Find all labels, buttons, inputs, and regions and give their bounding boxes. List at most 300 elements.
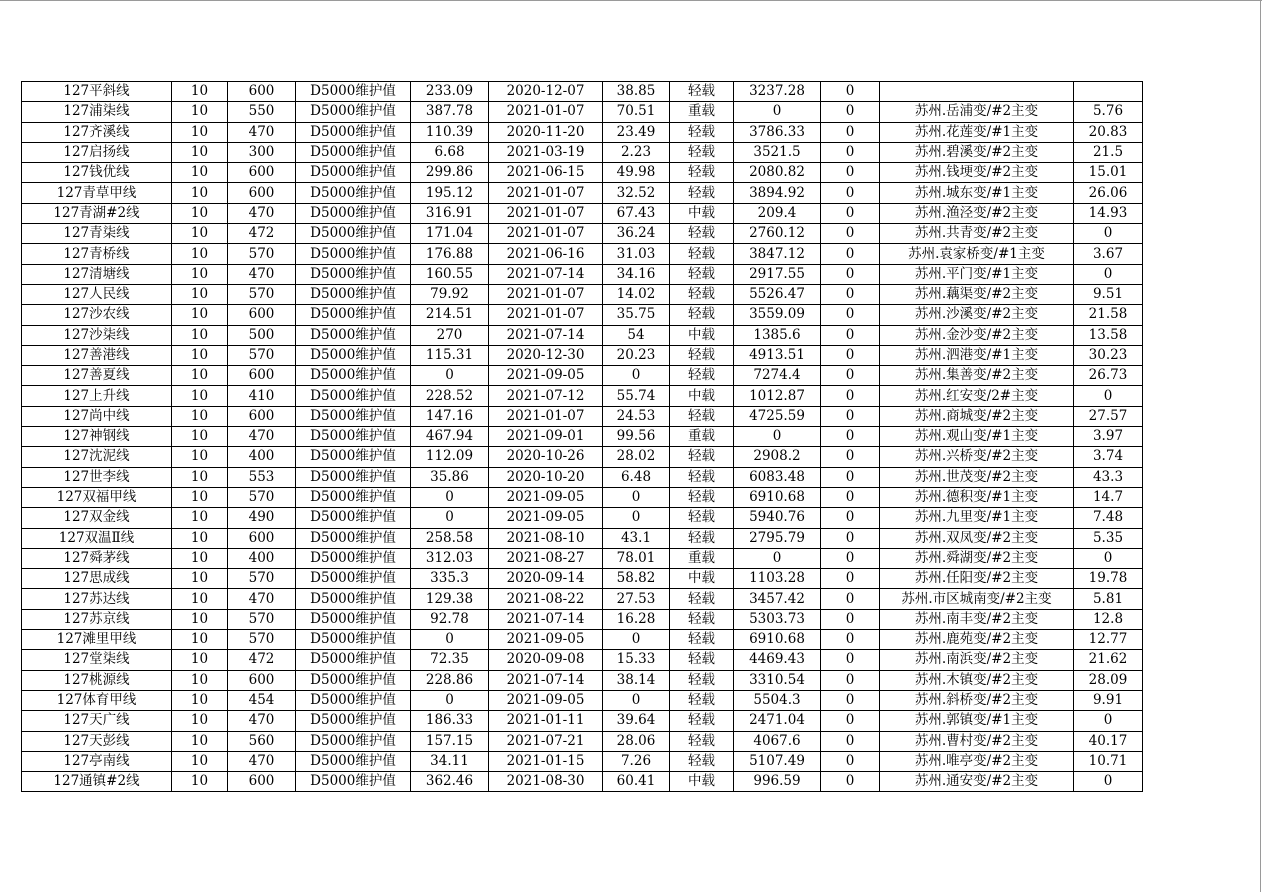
voltage-cell: 10 xyxy=(172,427,228,447)
voltage-cell: 10 xyxy=(172,406,228,426)
flag-cell: 0 xyxy=(821,467,880,487)
rated-current-cell: 600 xyxy=(228,366,296,386)
load-rate-cell: 6.48 xyxy=(603,467,670,487)
flag-cell: 0 xyxy=(821,731,880,751)
load-status-cell: 轻载 xyxy=(670,406,734,426)
load-rate-cell: 70.51 xyxy=(603,102,670,122)
source-cell: D5000维护值 xyxy=(296,487,411,507)
transformer-cell: 苏州.斜桥变/#2主变 xyxy=(880,690,1074,710)
table-row xyxy=(22,427,1143,447)
date-cell: 2021-07-21 xyxy=(489,731,603,751)
current-cell: 92.78 xyxy=(411,609,489,629)
transformer-cell: 苏州.城东变/#1主变 xyxy=(880,183,1074,203)
transformer-cell: 苏州.郭镇变/#1主变 xyxy=(880,711,1074,731)
source-cell: D5000维护值 xyxy=(296,163,411,183)
load-rate-cell: 38.14 xyxy=(603,670,670,690)
table-row xyxy=(22,772,1143,792)
margin-cell: 0 xyxy=(734,427,821,447)
source-cell: D5000维护值 xyxy=(296,345,411,365)
date-cell: 2021-07-14 xyxy=(489,670,603,690)
date-cell: 2020-10-26 xyxy=(489,447,603,467)
voltage-cell: 10 xyxy=(172,569,228,589)
rated-current-cell: 470 xyxy=(228,427,296,447)
line-name-cell: 127双金线 xyxy=(22,508,172,528)
date-cell: 2021-01-11 xyxy=(489,711,603,731)
current-cell: 316.91 xyxy=(411,203,489,223)
source-cell: D5000维护值 xyxy=(296,224,411,244)
transformer-cell: 苏州.兴桥变/#2主变 xyxy=(880,447,1074,467)
table-row xyxy=(22,244,1143,264)
load-rate-cell: 15.33 xyxy=(603,650,670,670)
current-cell: 176.88 xyxy=(411,244,489,264)
source-cell: D5000维护值 xyxy=(296,589,411,609)
transformer-load-cell: 9.51 xyxy=(1074,284,1143,304)
load-rate-cell: 16.28 xyxy=(603,609,670,629)
rated-current-cell: 570 xyxy=(228,630,296,650)
voltage-cell: 10 xyxy=(172,670,228,690)
current-cell: 112.09 xyxy=(411,447,489,467)
margin-cell: 4913.51 xyxy=(734,345,821,365)
line-name-cell: 127体育甲线 xyxy=(22,690,172,710)
transformer-cell: 苏州.世茂变/#2主变 xyxy=(880,467,1074,487)
source-cell: D5000维护值 xyxy=(296,366,411,386)
voltage-cell: 10 xyxy=(172,609,228,629)
load-rate-cell: 23.49 xyxy=(603,122,670,142)
flag-cell: 0 xyxy=(821,244,880,264)
voltage-cell: 10 xyxy=(172,589,228,609)
margin-cell: 3786.33 xyxy=(734,122,821,142)
date-cell: 2021-08-10 xyxy=(489,528,603,548)
current-cell: 147.16 xyxy=(411,406,489,426)
source-cell: D5000维护值 xyxy=(296,630,411,650)
load-status-cell: 轻载 xyxy=(670,244,734,264)
transformer-cell: 苏州.南浜变/#2主变 xyxy=(880,650,1074,670)
margin-cell: 2795.79 xyxy=(734,528,821,548)
margin-cell: 3559.09 xyxy=(734,305,821,325)
source-cell: D5000维护值 xyxy=(296,264,411,284)
date-cell: 2021-01-07 xyxy=(489,203,603,223)
load-rate-cell: 28.02 xyxy=(603,447,670,467)
margin-cell: 4469.43 xyxy=(734,650,821,670)
transformer-load-cell: 15.01 xyxy=(1074,163,1143,183)
date-cell: 2021-01-07 xyxy=(489,305,603,325)
flag-cell: 0 xyxy=(821,670,880,690)
flag-cell: 0 xyxy=(821,284,880,304)
load-rate-cell: 38.85 xyxy=(603,82,670,102)
line-name-cell: 127人民线 xyxy=(22,284,172,304)
rated-current-cell: 400 xyxy=(228,447,296,467)
load-status-cell: 中载 xyxy=(670,325,734,345)
load-rate-cell: 7.26 xyxy=(603,751,670,771)
line-name-cell: 127沙农线 xyxy=(22,305,172,325)
date-cell: 2020-10-20 xyxy=(489,467,603,487)
table-row xyxy=(22,224,1143,244)
line-name-cell: 127平斜线 xyxy=(22,82,172,102)
current-cell: 195.12 xyxy=(411,183,489,203)
date-cell: 2021-09-05 xyxy=(489,366,603,386)
load-status-cell: 重载 xyxy=(670,102,734,122)
transformer-load-cell xyxy=(1074,82,1143,102)
margin-cell: 5107.49 xyxy=(734,751,821,771)
transformer-cell: 苏州.泗港变/#1主变 xyxy=(880,345,1074,365)
load-status-cell: 轻载 xyxy=(670,142,734,162)
margin-cell: 0 xyxy=(734,102,821,122)
table-row xyxy=(22,142,1143,162)
date-cell: 2021-09-05 xyxy=(489,630,603,650)
flag-cell: 0 xyxy=(821,609,880,629)
transformer-load-cell: 5.76 xyxy=(1074,102,1143,122)
margin-cell: 3894.92 xyxy=(734,183,821,203)
load-status-cell: 轻载 xyxy=(670,284,734,304)
transformer-cell: 苏州.鹿苑变/#2主变 xyxy=(880,630,1074,650)
transformer-cell: 苏州.沙溪变/#2主变 xyxy=(880,305,1074,325)
transformer-load-cell: 14.7 xyxy=(1074,487,1143,507)
rated-current-cell: 470 xyxy=(228,751,296,771)
source-cell: D5000维护值 xyxy=(296,122,411,142)
load-status-cell: 轻载 xyxy=(670,650,734,670)
load-rate-cell: 60.41 xyxy=(603,772,670,792)
line-name-cell: 127沙柒线 xyxy=(22,325,172,345)
margin-cell: 5526.47 xyxy=(734,284,821,304)
transformer-cell: 苏州.红安变/2#主变 xyxy=(880,386,1074,406)
current-cell: 312.03 xyxy=(411,548,489,568)
source-cell: D5000维护值 xyxy=(296,325,411,345)
rated-current-cell: 553 xyxy=(228,467,296,487)
load-status-cell: 轻载 xyxy=(670,630,734,650)
voltage-cell: 10 xyxy=(172,467,228,487)
voltage-cell: 10 xyxy=(172,548,228,568)
load-rate-cell: 58.82 xyxy=(603,569,670,589)
load-rate-cell: 2.23 xyxy=(603,142,670,162)
current-cell: 171.04 xyxy=(411,224,489,244)
line-name-cell: 127青柒线 xyxy=(22,224,172,244)
flag-cell: 0 xyxy=(821,690,880,710)
transformer-load-cell: 0 xyxy=(1074,264,1143,284)
table-row xyxy=(22,589,1143,609)
source-cell: D5000维护值 xyxy=(296,569,411,589)
rated-current-cell: 600 xyxy=(228,82,296,102)
rated-current-cell: 570 xyxy=(228,487,296,507)
load-rate-cell: 24.53 xyxy=(603,406,670,426)
margin-cell: 6910.68 xyxy=(734,630,821,650)
source-cell: D5000维护值 xyxy=(296,690,411,710)
current-cell: 0 xyxy=(411,487,489,507)
current-cell: 0 xyxy=(411,630,489,650)
current-cell: 0 xyxy=(411,366,489,386)
load-status-cell: 轻载 xyxy=(670,670,734,690)
flag-cell: 0 xyxy=(821,366,880,386)
voltage-cell: 10 xyxy=(172,325,228,345)
margin-cell: 3237.28 xyxy=(734,82,821,102)
margin-cell: 1385.6 xyxy=(734,325,821,345)
transformer-load-cell: 12.77 xyxy=(1074,630,1143,650)
voltage-cell: 10 xyxy=(172,650,228,670)
table-row xyxy=(22,508,1143,528)
line-name-cell: 127苏京线 xyxy=(22,609,172,629)
margin-cell: 2760.12 xyxy=(734,224,821,244)
table-row xyxy=(22,447,1143,467)
rated-current-cell: 600 xyxy=(228,406,296,426)
transformer-cell: 苏州.九里变/#1主变 xyxy=(880,508,1074,528)
voltage-cell: 10 xyxy=(172,183,228,203)
table-row xyxy=(22,203,1143,223)
current-cell: 258.58 xyxy=(411,528,489,548)
margin-cell: 6910.68 xyxy=(734,487,821,507)
current-cell: 186.33 xyxy=(411,711,489,731)
flag-cell: 0 xyxy=(821,102,880,122)
voltage-cell: 10 xyxy=(172,508,228,528)
margin-cell: 2908.2 xyxy=(734,447,821,467)
voltage-cell: 10 xyxy=(172,224,228,244)
flag-cell: 0 xyxy=(821,142,880,162)
load-rate-cell: 43.1 xyxy=(603,528,670,548)
line-name-cell: 127双福甲线 xyxy=(22,487,172,507)
current-cell: 299.86 xyxy=(411,163,489,183)
date-cell: 2020-09-08 xyxy=(489,650,603,670)
flag-cell: 0 xyxy=(821,183,880,203)
load-rate-cell: 67.43 xyxy=(603,203,670,223)
flag-cell: 0 xyxy=(821,264,880,284)
margin-cell: 6083.48 xyxy=(734,467,821,487)
rated-current-cell: 560 xyxy=(228,731,296,751)
line-name-cell: 127沈泥线 xyxy=(22,447,172,467)
date-cell: 2021-07-12 xyxy=(489,386,603,406)
current-cell: 157.15 xyxy=(411,731,489,751)
transformer-load-cell: 10.71 xyxy=(1074,751,1143,771)
transformer-load-cell: 9.91 xyxy=(1074,690,1143,710)
voltage-cell: 10 xyxy=(172,731,228,751)
line-name-cell: 127天广线 xyxy=(22,711,172,731)
line-name-cell: 127舜茅线 xyxy=(22,548,172,568)
transformer-cell: 苏州.袁家桥变/#1主变 xyxy=(880,244,1074,264)
rated-current-cell: 500 xyxy=(228,325,296,345)
load-rate-cell: 20.23 xyxy=(603,345,670,365)
source-cell: D5000维护值 xyxy=(296,670,411,690)
transformer-cell: 苏州.花莲变/#1主变 xyxy=(880,122,1074,142)
table-row xyxy=(22,751,1143,771)
table-row xyxy=(22,569,1143,589)
load-rate-cell: 14.02 xyxy=(603,284,670,304)
date-cell: 2021-08-22 xyxy=(489,589,603,609)
transformer-load-cell: 0 xyxy=(1074,386,1143,406)
transformer-load-cell: 3.97 xyxy=(1074,427,1143,447)
table-row xyxy=(22,731,1143,751)
source-cell: D5000维护值 xyxy=(296,447,411,467)
load-status-cell: 轻载 xyxy=(670,528,734,548)
source-cell: D5000维护值 xyxy=(296,183,411,203)
flag-cell: 0 xyxy=(821,569,880,589)
current-cell: 233.09 xyxy=(411,82,489,102)
rated-current-cell: 472 xyxy=(228,224,296,244)
rated-current-cell: 300 xyxy=(228,142,296,162)
transformer-cell: 苏州.双凤变/#2主变 xyxy=(880,528,1074,548)
load-rate-cell: 0 xyxy=(603,690,670,710)
table-row xyxy=(22,487,1143,507)
load-status-cell: 轻载 xyxy=(670,264,734,284)
load-rate-cell: 36.24 xyxy=(603,224,670,244)
rated-current-cell: 600 xyxy=(228,670,296,690)
rated-current-cell: 600 xyxy=(228,183,296,203)
source-cell: D5000维护值 xyxy=(296,548,411,568)
transformer-cell: 苏州.钱埂变/#2主变 xyxy=(880,163,1074,183)
table-row xyxy=(22,122,1143,142)
transformer-cell: 苏州.市区城南变/#2主变 xyxy=(880,589,1074,609)
rated-current-cell: 472 xyxy=(228,650,296,670)
date-cell: 2021-06-15 xyxy=(489,163,603,183)
transformer-cell: 苏州.曹村变/#2主变 xyxy=(880,731,1074,751)
transformer-cell: 苏州.平门变/#1主变 xyxy=(880,264,1074,284)
flag-cell: 0 xyxy=(821,650,880,670)
transformer-load-cell: 13.58 xyxy=(1074,325,1143,345)
current-cell: 0 xyxy=(411,508,489,528)
load-rate-cell: 54 xyxy=(603,325,670,345)
date-cell: 2021-09-05 xyxy=(489,690,603,710)
line-name-cell: 127双温Ⅱ线 xyxy=(22,528,172,548)
line-name-cell: 127通镇#2线 xyxy=(22,772,172,792)
source-cell: D5000维护值 xyxy=(296,772,411,792)
voltage-cell: 10 xyxy=(172,142,228,162)
flag-cell: 0 xyxy=(821,487,880,507)
transformer-load-cell: 7.48 xyxy=(1074,508,1143,528)
load-status-cell: 轻载 xyxy=(670,751,734,771)
transformer-load-cell: 3.67 xyxy=(1074,244,1143,264)
transformer-cell: 苏州.通安变/#2主变 xyxy=(880,772,1074,792)
flag-cell: 0 xyxy=(821,508,880,528)
flag-cell: 0 xyxy=(821,305,880,325)
load-rate-cell: 0 xyxy=(603,366,670,386)
table-row xyxy=(22,670,1143,690)
line-name-cell: 127青桥线 xyxy=(22,244,172,264)
line-name-cell: 127世李线 xyxy=(22,467,172,487)
voltage-cell: 10 xyxy=(172,122,228,142)
source-cell: D5000维护值 xyxy=(296,244,411,264)
load-rate-cell: 0 xyxy=(603,487,670,507)
rated-current-cell: 490 xyxy=(228,508,296,528)
source-cell: D5000维护值 xyxy=(296,284,411,304)
date-cell: 2020-11-20 xyxy=(489,122,603,142)
line-name-cell: 127启扬线 xyxy=(22,142,172,162)
table-row xyxy=(22,366,1143,386)
date-cell: 2021-07-14 xyxy=(489,264,603,284)
line-name-cell: 127上升线 xyxy=(22,386,172,406)
voltage-cell: 10 xyxy=(172,711,228,731)
date-cell: 2021-09-01 xyxy=(489,427,603,447)
voltage-cell: 10 xyxy=(172,528,228,548)
flag-cell: 0 xyxy=(821,82,880,102)
transformer-load-cell: 14.93 xyxy=(1074,203,1143,223)
margin-cell: 4725.59 xyxy=(734,406,821,426)
transformer-load-cell: 0 xyxy=(1074,711,1143,731)
current-cell: 35.86 xyxy=(411,467,489,487)
rated-current-cell: 454 xyxy=(228,690,296,710)
current-cell: 228.52 xyxy=(411,386,489,406)
page-right-border xyxy=(1260,0,1261,892)
margin-cell: 5303.73 xyxy=(734,609,821,629)
voltage-cell: 10 xyxy=(172,772,228,792)
current-cell: 362.46 xyxy=(411,772,489,792)
load-rate-cell: 78.01 xyxy=(603,548,670,568)
margin-cell: 5504.3 xyxy=(734,690,821,710)
transformer-load-cell: 40.17 xyxy=(1074,731,1143,751)
rated-current-cell: 600 xyxy=(228,772,296,792)
load-status-cell: 轻载 xyxy=(670,508,734,528)
transformer-load-cell: 20.83 xyxy=(1074,122,1143,142)
current-cell: 6.68 xyxy=(411,142,489,162)
transformer-load-cell: 21.58 xyxy=(1074,305,1143,325)
current-cell: 160.55 xyxy=(411,264,489,284)
source-cell: D5000维护值 xyxy=(296,386,411,406)
table-row xyxy=(22,345,1143,365)
source-cell: D5000维护值 xyxy=(296,528,411,548)
flag-cell: 0 xyxy=(821,325,880,345)
load-rate-cell: 49.98 xyxy=(603,163,670,183)
flag-cell: 0 xyxy=(821,548,880,568)
table-row xyxy=(22,305,1143,325)
current-cell: 72.35 xyxy=(411,650,489,670)
date-cell: 2020-12-07 xyxy=(489,82,603,102)
rated-current-cell: 570 xyxy=(228,569,296,589)
rated-current-cell: 570 xyxy=(228,284,296,304)
transformer-cell: 苏州.观山变/#1主变 xyxy=(880,427,1074,447)
source-cell: D5000维护值 xyxy=(296,508,411,528)
load-rate-cell: 31.03 xyxy=(603,244,670,264)
transformer-cell: 苏州.商城变/#2主变 xyxy=(880,406,1074,426)
rated-current-cell: 600 xyxy=(228,305,296,325)
rated-current-cell: 400 xyxy=(228,548,296,568)
date-cell: 2020-09-14 xyxy=(489,569,603,589)
source-cell: D5000维护值 xyxy=(296,102,411,122)
transformer-load-cell: 28.09 xyxy=(1074,670,1143,690)
load-status-cell: 轻载 xyxy=(670,589,734,609)
margin-cell: 3310.54 xyxy=(734,670,821,690)
load-status-cell: 轻载 xyxy=(670,82,734,102)
date-cell: 2021-07-14 xyxy=(489,325,603,345)
table-row xyxy=(22,650,1143,670)
transformer-load-cell: 0 xyxy=(1074,224,1143,244)
current-cell: 115.31 xyxy=(411,345,489,365)
feeder-load-table xyxy=(21,81,1143,792)
flag-cell: 0 xyxy=(821,751,880,771)
load-status-cell: 中载 xyxy=(670,203,734,223)
load-rate-cell: 99.56 xyxy=(603,427,670,447)
transformer-cell: 苏州.碧溪变/#2主变 xyxy=(880,142,1074,162)
date-cell: 2021-08-30 xyxy=(489,772,603,792)
voltage-cell: 10 xyxy=(172,630,228,650)
margin-cell: 3847.12 xyxy=(734,244,821,264)
load-rate-cell: 0 xyxy=(603,508,670,528)
line-name-cell: 127苏达线 xyxy=(22,589,172,609)
source-cell: D5000维护值 xyxy=(296,467,411,487)
table-row xyxy=(22,325,1143,345)
load-status-cell: 轻载 xyxy=(670,609,734,629)
transformer-cell: 苏州.唯亭变/#2主变 xyxy=(880,751,1074,771)
transformer-load-cell: 43.3 xyxy=(1074,467,1143,487)
current-cell: 79.92 xyxy=(411,284,489,304)
rated-current-cell: 470 xyxy=(228,122,296,142)
margin-cell: 3521.5 xyxy=(734,142,821,162)
line-name-cell: 127桃源线 xyxy=(22,670,172,690)
line-name-cell: 127齐溪线 xyxy=(22,122,172,142)
margin-cell: 5940.76 xyxy=(734,508,821,528)
transformer-cell: 苏州.德积变/#1主变 xyxy=(880,487,1074,507)
source-cell: D5000维护值 xyxy=(296,731,411,751)
date-cell: 2021-06-16 xyxy=(489,244,603,264)
margin-cell: 1103.28 xyxy=(734,569,821,589)
line-name-cell: 127思成线 xyxy=(22,569,172,589)
transformer-cell: 苏州.集善变/#2主变 xyxy=(880,366,1074,386)
load-rate-cell: 27.53 xyxy=(603,589,670,609)
rated-current-cell: 570 xyxy=(228,609,296,629)
